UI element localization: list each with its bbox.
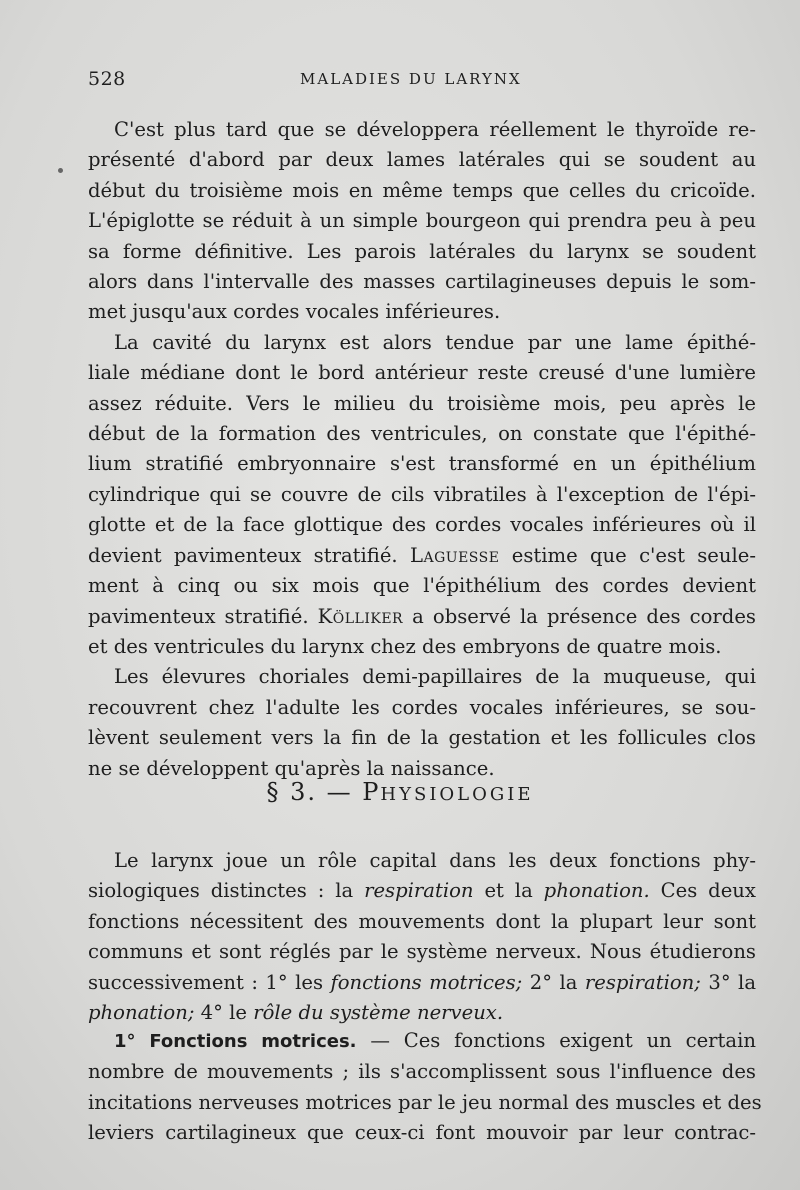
author-name: Laguesse [409,543,500,567]
text-line: lèvent seulement vers la fin de la gestation et les follicules clos [88,726,756,750]
text-block-development [88,115,756,784]
text-line: sa forme définitive. Les parois latérales du larynx se soudent [88,239,756,263]
text-line: siologiques distinctes : la respiration et la phonation. Ces deux [88,879,756,903]
text-line: et des ventricules du larynx chez des embryons de quatre mois. [88,634,722,658]
text-line: nombre de mouvements ; ils s'accomplissent sous l'influence des [88,1060,756,1084]
text-line: présenté d'abord par deux lames latérales qui se soudent au [88,148,756,172]
text-line: L'épiglotte se réduit à un simple bourgeon qui prendra peu à peu [88,209,756,233]
author-name: Kölliker [317,604,404,628]
text-line: alors dans l'intervalle des masses cartilagineuses depuis le som- [88,270,756,294]
text-line: met jusqu'aux cordes vocales inférieures. [88,300,501,324]
text-line: incitations nerveuses motrices par le jeu normal des muscles et des [88,1090,762,1114]
text-line: La cavité du larynx est alors tendue par une lame épithé- [114,330,756,354]
text-line: liale médiane dont le bord antérieur reste creusé d'une lumière [88,361,756,385]
text-line: leviers cartilagineux que ceux-ci font mouvoir par leur contrac- [88,1121,756,1145]
page-header [88,68,748,96]
text-line: glotte et de la face glottique des cordes vocales inférieures où il [88,513,756,537]
text-line: devient pavimenteux stratifié. Laguesse estime que c'est seule- [88,543,756,567]
page-number: 528 [88,68,126,90]
text-line: ne se développent qu'après la naissance. [88,756,495,780]
text-line: successivement : 1° les fonctions motrices; 2° la respiration; 3° la [88,970,757,994]
text-line: Les élevures choriales demi-papillaires de la muqueuse, qui [114,665,756,689]
text-line: pavimenteux stratifié. Kölliker a observé la présence des cordes [88,604,756,628]
text-line: cylindrique qui se couvre de cils vibratiles à l'exception de l'épi- [88,482,756,506]
text-line: communs et sont réglés par le système nerveux. Nous étudierons [88,940,756,964]
text-line: C'est plus tard que se développera réellement le thyroïde re- [114,118,756,141]
text-line: assez réduite. Vers le milieu du troisième mois, peu après le [88,391,756,415]
text-line: lium stratifié embryonnaire s'est transformé en un épithélium [88,452,756,476]
text-line: 1° Fonctions motrices. — Ces fonctions exigent un certain [114,1029,756,1052]
text-block-physiology-intro [88,846,756,1028]
text-line: phonation; 4° le rôle du système nerveux. [88,1001,504,1025]
subsection-heading: 1° Fonctions motrices. [114,1031,357,1052]
running-title: MALADIES DU LARYNX [300,70,522,88]
text-line: recouvrent chez l'adulte les cordes vocales inférieures, se sou- [88,695,756,719]
text-line: début de la formation des ventricules, on constate que l'épithé- [88,422,756,446]
text-block-motor-functions [88,1026,762,1149]
text-line: début du troisième mois en même temps que celles du cricoïde. [88,178,756,202]
text-line: ment à cinq ou six mois que l'épithélium des cordes devient [88,574,756,598]
paper-speck [58,168,63,173]
text-line: fonctions nécessitent des mouvements dont la plupart leur sont [88,909,756,933]
text-line: Le larynx joue un rôle capital dans les deux fonctions phy- [114,849,756,872]
section-heading: § 3. — PHYSIOLOGIE [266,778,534,806]
